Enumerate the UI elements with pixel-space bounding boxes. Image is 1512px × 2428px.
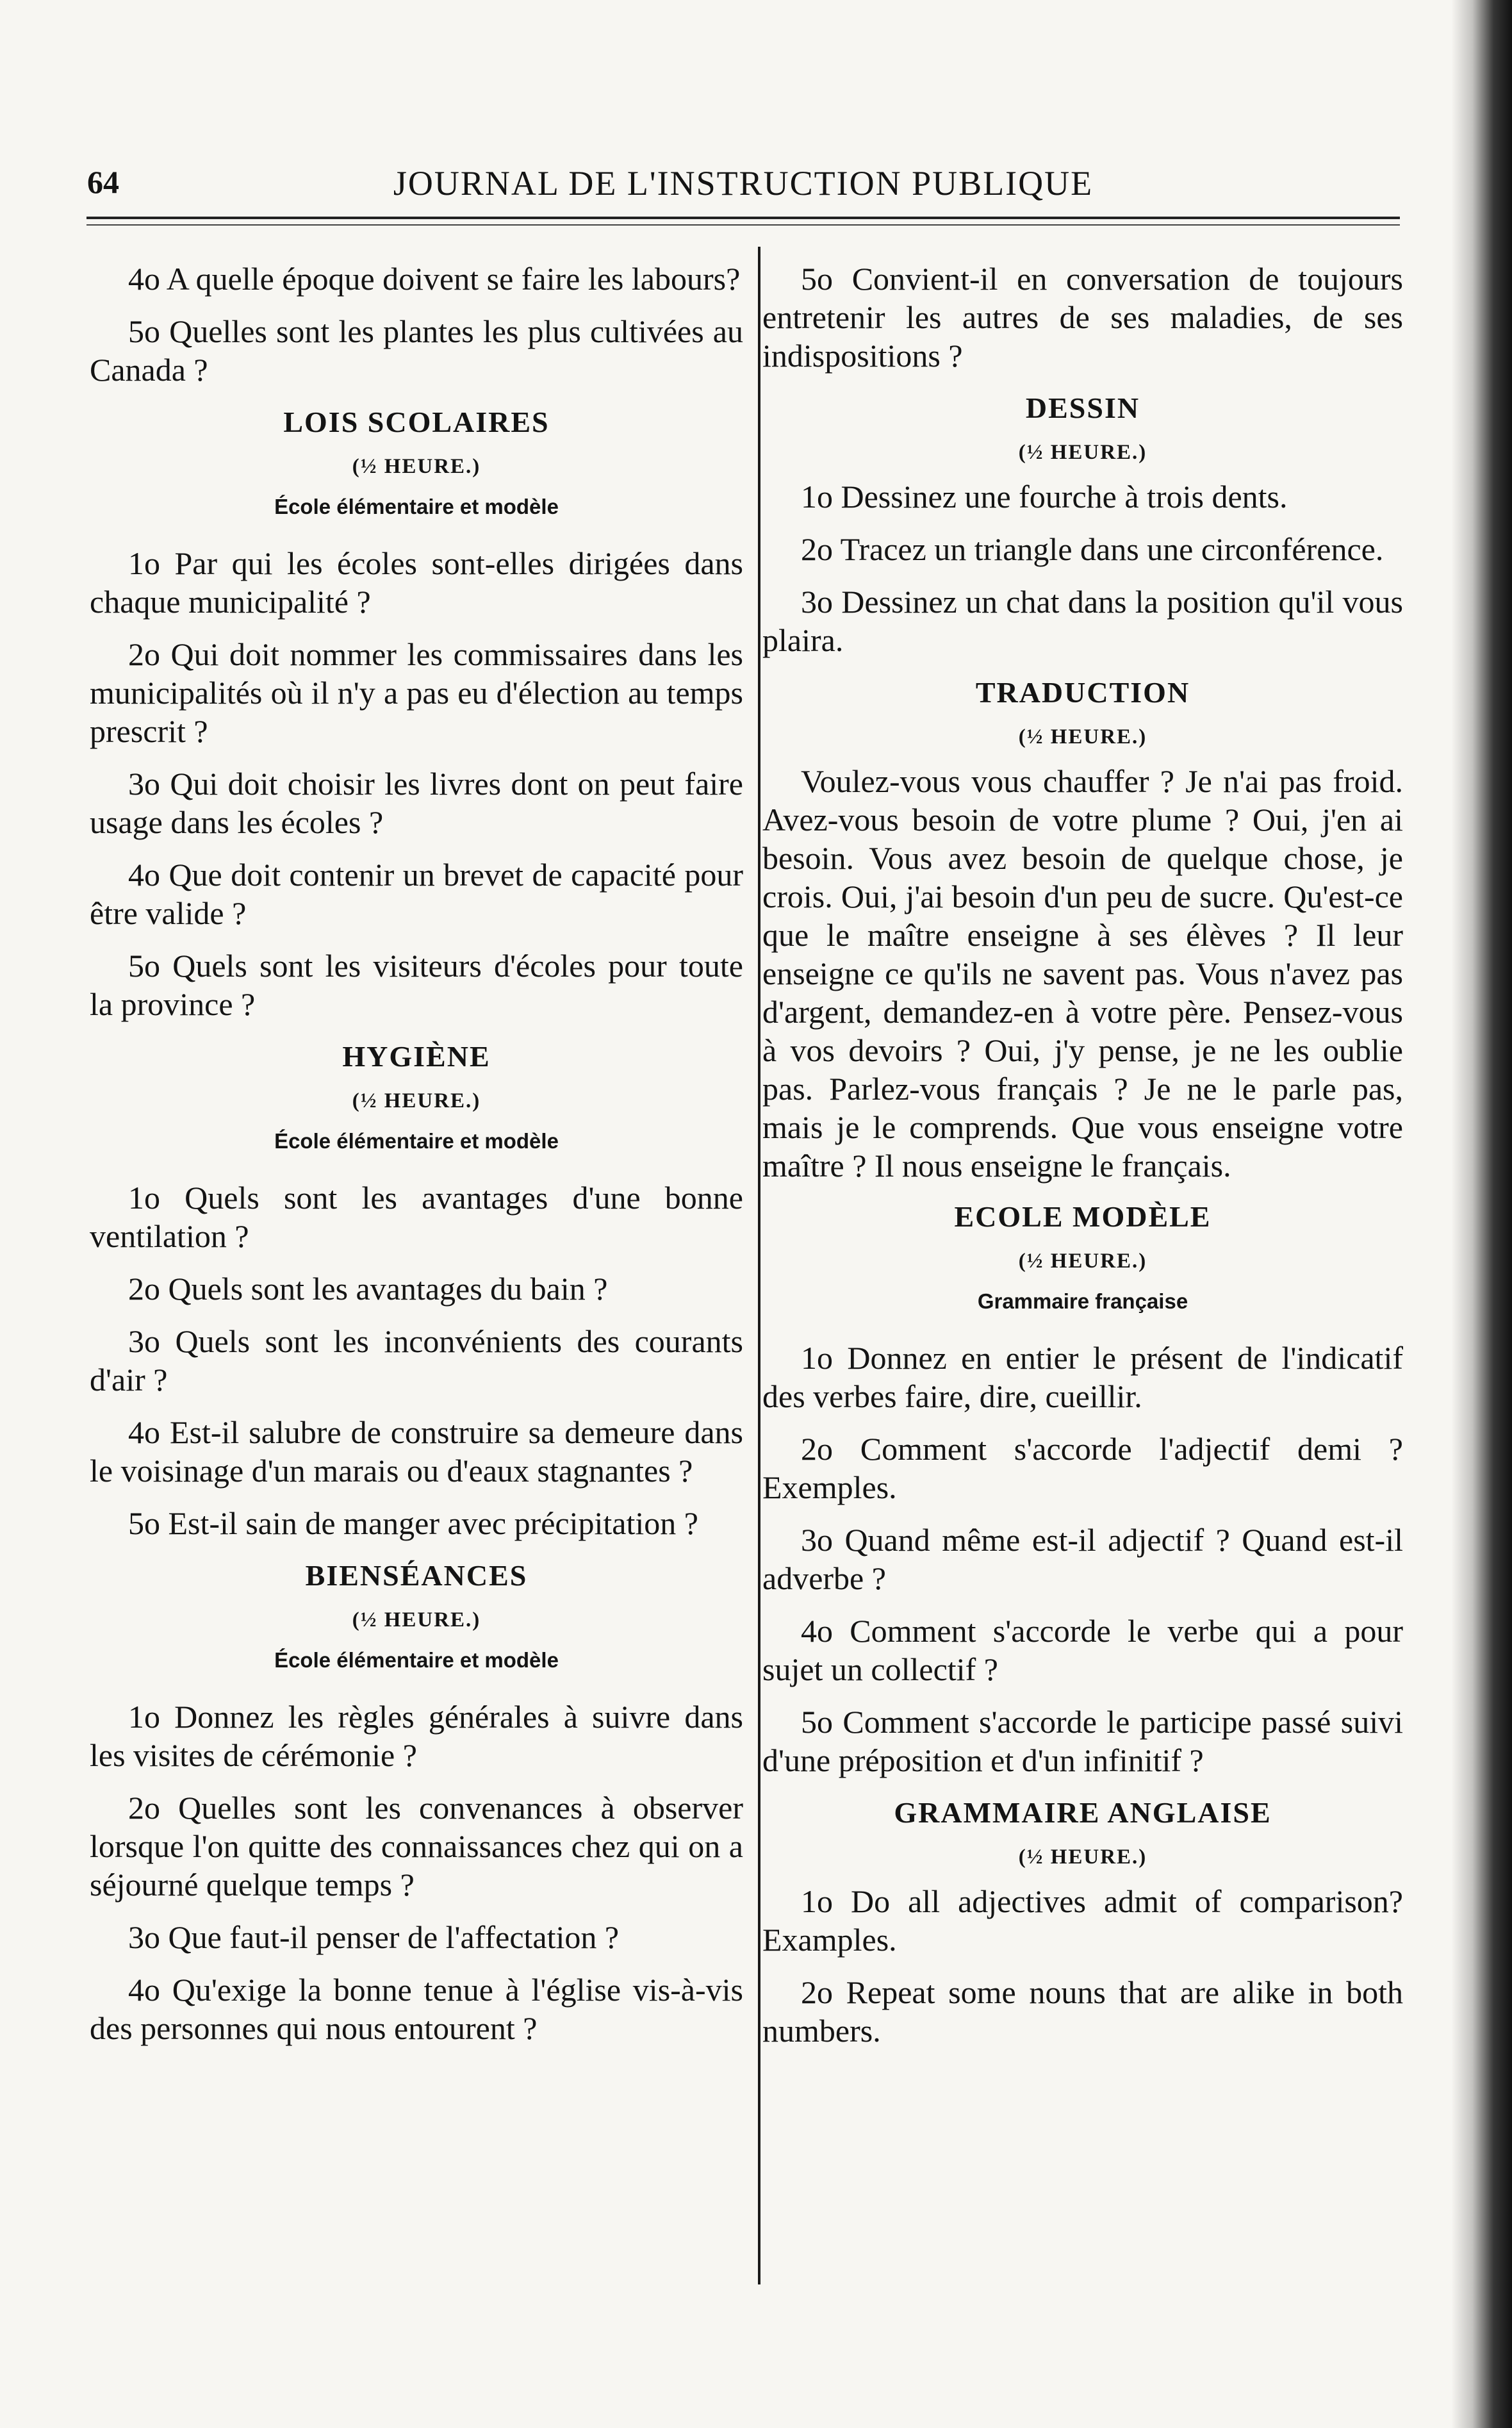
question: 5o Convient-il en conversation de toujours entretenir les autres de ses maladies, de ses indispositions ? [762,261,1403,374]
question: 1o Par qui les écoles sont-elles dirigées dans chaque municipalité ? [90,545,743,620]
question: 4o Que doit contenir un brevet de capacité pour être valide ? [90,857,743,931]
question: 1o Do all adjectives admit of comparison? Examples. [762,1883,1403,1958]
question: 2o Qui doit nommer les commissaires dans les municipalités où il n'y a pas eu d'élection au temps prescrit ? [90,636,743,749]
question: 3o Quels sont les inconvénients des courants d'air ? [90,1323,743,1398]
question: 2o Tracez un triangle dans une circonférence. [801,531,1384,567]
question: 2o Quels sont les avantages du bain ? [128,1271,608,1307]
section-title-lois-scolaires: LOIS SCOLAIRES [283,406,550,438]
section-duration: (½ HEURE.) [1018,1846,1147,1869]
right-column [762,260,1403,2064]
section-title-bienseances: BIENSÉANCES [305,1559,528,1592]
section-duration: (½ HEURE.) [1018,1250,1147,1273]
section-title-traduction: TRADUCTION [975,676,1190,709]
scan-edge-shadow [1451,0,1512,2428]
question: 5o Est-il sain de manger avec précipitation ? [128,1505,698,1541]
header-rule [86,217,1400,219]
section-duration: (½ HEURE.) [1018,441,1147,464]
section-title-hygiene: HYGIÈNE [342,1040,491,1073]
column-divider [758,247,760,2284]
question: 2o Repeat some nouns that are alike in both numbers. [762,1974,1403,2049]
question: 3o Que faut-il penser de l'affectation ? [128,1919,620,1955]
section-duration: (½ HEURE.) [352,1608,481,1631]
page-number: 64 [87,164,119,200]
section-duration: (½ HEURE.) [352,1089,481,1112]
question: 3o Qui doit choisir les livres dont on peut faire usage dans les écoles ? [90,766,743,840]
question: 4o Est-il salubre de construire sa demeure dans le voisinage d'un marais ou d'eaux stagnantes ? [90,1414,743,1489]
question: 4o A quelle époque doivent se faire les labours? [128,261,741,297]
question: 3o Quand même est-il adjectif ? Quand est-il adverbe ? [762,1522,1403,1596]
section-subhead: École élémentaire et modèle [274,1648,559,1672]
question: 4o Qu'exige la bonne tenue à l'église vis-à-vis des personnes qui nous entourent ? [90,1972,743,2046]
section-title-ecole-modele: ECOLE MODÈLE [954,1200,1212,1233]
running-title: JOURNAL DE L'INSTRUCTION PUBLIQUE [393,164,1094,202]
section-subhead: Grammaire française [977,1289,1188,1313]
section-subhead: École élémentaire et modèle [274,1129,559,1153]
question: 5o Quels sont les visiteurs d'écoles pour toute la province ? [90,948,743,1022]
question: 1o Dessinez une fourche à trois dents. [801,479,1288,515]
section-duration: (½ HEURE.) [352,455,481,478]
question: 5o Quelles sont les plantes les plus cultivées au Canada ? [90,313,743,388]
page-header [83,163,1403,208]
question: 1o Quels sont les avantages d'une bonne ventilation ? [90,1180,743,1254]
question: 2o Quelles sont les convenances à observer lorsque l'on quitte des connaissances chez qui on a séjourné quelque temps ? [90,1790,743,1903]
translation-passage: Voulez-vous vous chauffer ? Je n'ai pas froid. Avez-vous besoin de votre plume ? Oui, j'en ai besoin. Vous avez besoin de quelque chose, je crois. Oui, j'ai besoin d'un peu de sucre. Qu'est-ce que le maître enseigne à ses élèves ? Il leur enseigne ce qu'ils ne savent pas. Vous n'avez pas d'argent, demandez-en à votre père. Pensez-vous à vos devoirs ? Oui, j'y pense, je ne les oublie pas. Parlez-vous français ? Je ne le parle pas, mais je le comprends. Que vous enseigne votre maître ? Il nous enseigne le français. [762,763,1403,1184]
section-duration: (½ HEURE.) [1018,725,1147,748]
question: 3o Dessinez un chat dans la position qu'il vous plaira. [762,584,1403,658]
section-title-grammaire-anglaise: GRAMMAIRE ANGLAISE [894,1796,1272,1829]
question: 1o Donnez les règles générales à suivre dans les visites de cérémonie ? [90,1699,743,1773]
question: 1o Donnez en entier le présent de l'indicatif des verbes faire, dire, cueillir. [762,1340,1403,1414]
section-title-dessin: DESSIN [1025,392,1140,424]
question: 2o Comment s'accorde l'adjectif demi ? Exemples. [762,1431,1403,1505]
left-column [90,260,743,2061]
question: 4o Comment s'accorde le verbe qui a pour sujet un collectif ? [762,1613,1403,1687]
header-rule-thin [86,224,1400,226]
question: 5o Comment s'accorde le participe passé suivi d'une préposition et d'un infinitif ? [762,1704,1403,1778]
section-subhead: École élémentaire et modèle [274,495,559,518]
